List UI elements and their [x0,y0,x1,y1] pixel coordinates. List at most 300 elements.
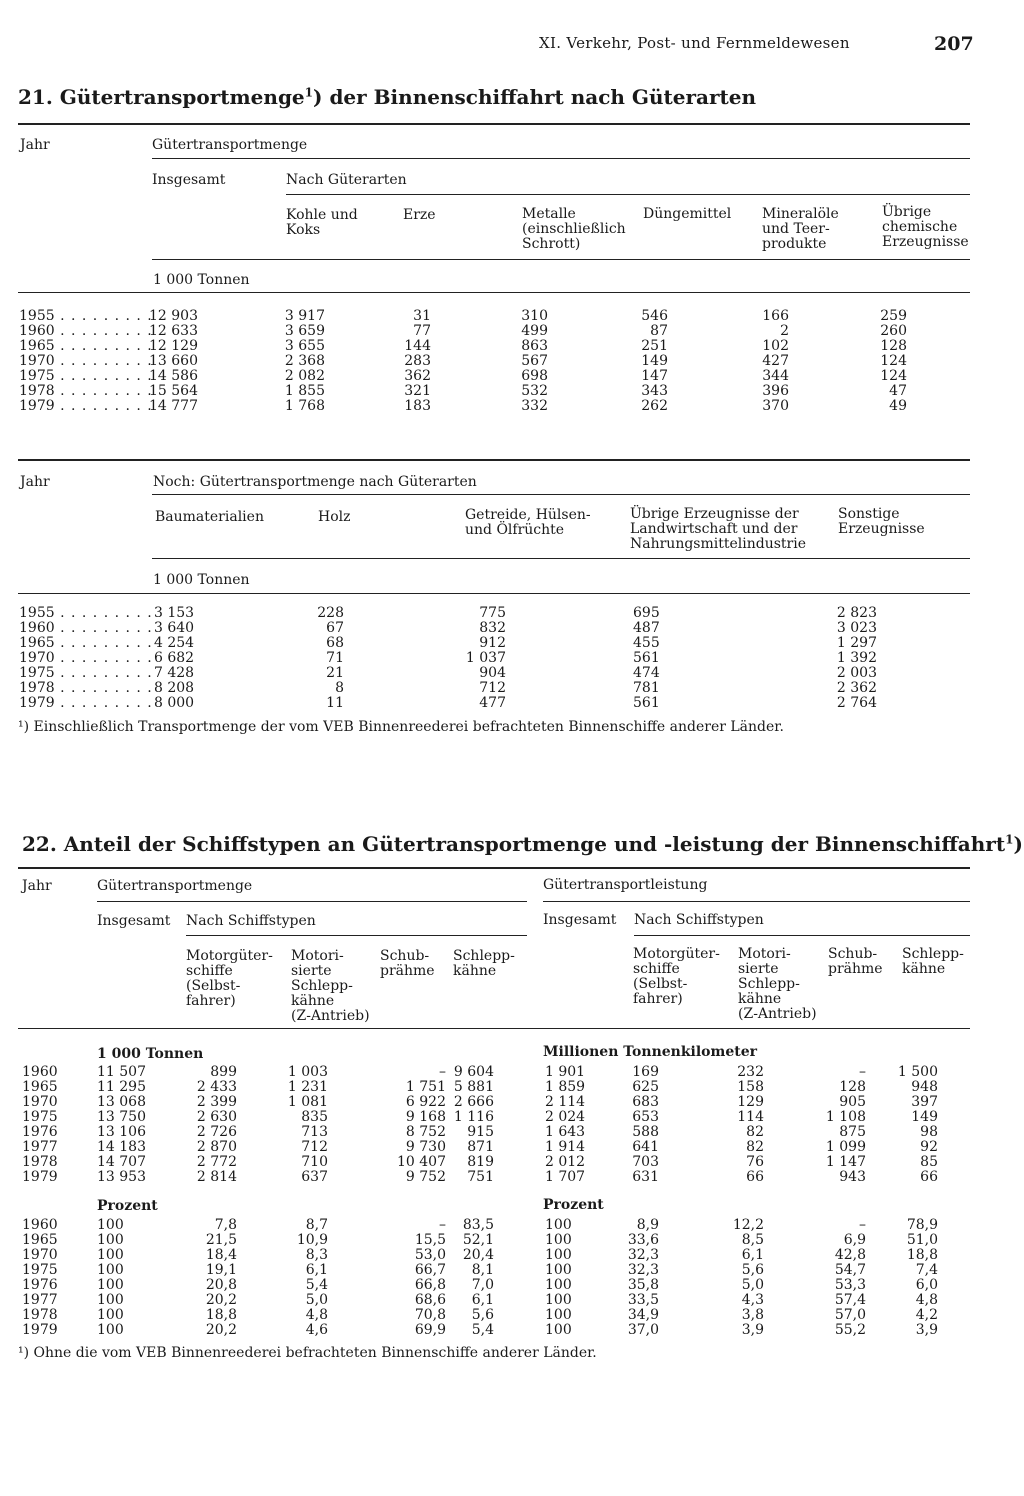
value-cell: 4,2 [915,1307,938,1323]
value-cell: 532 [521,383,548,399]
t22-rule-right-subgroup [634,935,970,936]
value-cell: 653 [632,1109,659,1125]
value-cell: 70,8 [414,1307,446,1323]
value-cell: 2 823 [836,605,877,621]
value-cell: 102 [762,338,789,354]
value-cell: 899 [210,1064,237,1080]
value-cell: 775 [479,605,506,621]
value-cell: 2 368 [284,353,325,369]
value-cell: 4,3 [741,1292,764,1308]
value-cell: 32,3 [627,1262,659,1278]
t21p1-unit: 1 000 Tonnen [153,272,250,288]
value-cell: 487 [633,620,660,636]
value-cell: 2 433 [196,1079,237,1095]
t22-unit-right-pct: Prozent [543,1197,604,1213]
value-cell: 52,1 [462,1232,494,1248]
value-cell: 2 399 [196,1094,237,1110]
value-cell: 344 [762,368,789,384]
value-cell: 20,8 [205,1277,237,1293]
t21p2-col-header-1: Baumaterialien [155,509,264,525]
t21p1-rule-body [18,292,970,293]
t21p2-group-label: Noch: Gütertransportmenge nach Güterarten [153,474,477,490]
t21p2-unit: 1 000 Tonnen [153,572,250,588]
year-label: 1960 . . . . . . . . . [19,620,153,636]
value-cell: 9 168 [405,1109,446,1125]
value-cell: 20,4 [462,1247,494,1263]
total-cell: 100 [545,1217,572,1233]
value-cell: 5,6 [471,1307,494,1323]
value-cell: 183 [404,398,431,414]
total-cell: 2 024 [545,1109,586,1125]
value-cell: 5,4 [471,1322,494,1338]
t22-right-col-header-3: Schub- prähme [828,946,883,977]
t22-left-col-header-3: Schub- prähme [380,948,435,979]
value-cell: 8,9 [636,1217,659,1233]
t21p1-col-header-2: Erze [403,207,436,223]
year-label: 1979 . . . . . . . . . [19,695,153,711]
value-cell: 42,8 [834,1247,866,1263]
value-cell: 3 917 [284,308,325,324]
t21p2-top-rule [18,459,970,461]
t22-right-group: Gütertransportleistung [543,877,708,893]
total-cell: 1 914 [545,1139,586,1155]
year-label: 1970 . . . . . . . . . [19,353,153,369]
year-label: 1975 [22,1109,58,1125]
value-cell: 18,8 [906,1247,938,1263]
value-cell: 7,8 [214,1217,237,1233]
leader-dots: . . . . . . . . . [54,308,153,324]
value-cell: 11 [326,695,344,711]
value-cell: 83,5 [462,1217,494,1233]
value-cell: 68 [326,635,344,651]
year-label: 1955 . . . . . . . . . [19,308,153,324]
value-cell: 251 [641,338,668,354]
t22-right-col-header-4: Schlepp- kähne [902,946,964,977]
leader-dots: . . . . . . . . . [54,383,153,399]
value-cell: 561 [633,650,660,666]
value-cell: 6 922 [405,1094,446,1110]
total-cell: 12 903 [149,308,198,324]
value-cell: 20,2 [205,1292,237,1308]
value-cell: 21 [326,665,344,681]
value-cell: 114 [737,1109,764,1125]
table22-title: 22. Anteil der Schiffstypen an Gütertransportmenge und -leistung der Binnenschiffahrt$^1$) [22,832,1023,856]
value-cell: 6,9 [843,1232,866,1248]
value-cell: 321 [404,383,431,399]
year-label: 1975 [22,1262,58,1278]
value-cell: 5,0 [741,1277,764,1293]
value-cell: 1 500 [897,1064,938,1080]
year-label: 1979 [22,1169,58,1185]
value-cell: 1 037 [465,650,506,666]
value-cell: – [859,1217,866,1233]
t21p2-rule-body [18,593,970,594]
value-cell: 625 [632,1079,659,1095]
total-cell: 1 859 [545,1079,586,1095]
value-cell: 57,4 [834,1292,866,1308]
value-cell: 3 640 [154,620,195,636]
value-cell: 260 [880,323,907,339]
value-cell: 637 [301,1169,328,1185]
value-cell: 2 362 [836,680,877,696]
value-cell: 5,0 [305,1292,328,1308]
value-cell: 9 730 [405,1139,446,1155]
value-cell: 7 428 [154,665,195,681]
value-cell: 1 147 [825,1154,866,1170]
year-label: 1978 . . . . . . . . . [19,680,153,696]
total-cell: 100 [97,1322,124,1338]
total-cell: 15 564 [149,383,198,399]
value-cell: 124 [880,368,907,384]
value-cell: 10,9 [296,1232,328,1248]
total-cell: 14 183 [97,1139,146,1155]
value-cell: 49 [889,398,907,414]
value-cell: 713 [301,1124,328,1140]
value-cell: 703 [632,1154,659,1170]
value-cell: 66 [746,1169,764,1185]
value-cell: 751 [467,1169,494,1185]
table21-footnote: ¹) Einschließlich Transportmenge der vom VEB Binnenreederei befrachteten Binnenschiffe anderer Länder. [18,719,784,735]
year-label: 1978 [22,1307,58,1323]
value-cell: 781 [633,680,660,696]
value-cell: 147 [641,368,668,384]
value-cell: 92 [920,1139,938,1155]
value-cell: 128 [880,338,907,354]
value-cell: 362 [404,368,431,384]
value-cell: 905 [839,1094,866,1110]
t21p2-col-header-5: Sonstige Erzeugnisse [838,506,925,537]
value-cell: 5,6 [741,1262,764,1278]
value-cell: 712 [479,680,506,696]
leader-dots: . . . . . . . . . [54,398,153,414]
year-label: 1979 . . . . . . . . . [19,398,153,414]
value-cell: 8 752 [405,1124,446,1140]
value-cell: 98 [920,1124,938,1140]
value-cell: 18,8 [205,1307,237,1323]
total-cell: 1 707 [545,1169,586,1185]
value-cell: 3 655 [284,338,325,354]
value-cell: 149 [641,353,668,369]
leader-dots: . . . . . . . . . [54,695,153,711]
value-cell: 7,4 [915,1262,938,1278]
value-cell: 396 [762,383,789,399]
t22-left-subgroup: Nach Schiffstypen [186,913,316,929]
total-cell: 13 660 [149,353,198,369]
t22-unit-right-abs: Millionen Tonnenkilometer [543,1044,757,1060]
value-cell: 6,1 [741,1247,764,1263]
value-cell: 698 [521,368,548,384]
value-cell: 8,5 [741,1232,764,1248]
value-cell: 31 [413,308,431,324]
total-cell: 11 507 [97,1064,146,1080]
year-label: 1976 [22,1124,58,1140]
t22-rule-body [18,1028,970,1029]
year-label: 1965 [22,1232,58,1248]
t21p1-col-header-4: Düngemittel [643,206,732,222]
page-number: 207 [934,33,974,55]
t22-left-col-header-4: Schlepp- kähne [453,948,515,979]
total-cell: 100 [97,1292,124,1308]
value-cell: 33,6 [627,1232,659,1248]
year-label: 1960 [22,1064,58,1080]
value-cell: 158 [737,1079,764,1095]
total-cell: 2 114 [545,1094,586,1110]
value-cell: 6,0 [915,1277,938,1293]
value-cell: 1 108 [825,1109,866,1125]
value-cell: 6 682 [154,650,195,666]
value-cell: 262 [641,398,668,414]
t22-left-col-header-1: Motorgüter- schiffe (Selbst- fahrer) [186,948,273,1009]
value-cell: 76 [746,1154,764,1170]
value-cell: 8 000 [154,695,195,711]
total-cell: 100 [97,1232,124,1248]
value-cell: 69,9 [414,1322,446,1338]
value-cell: 124 [880,353,907,369]
t22-right-col-header-1: Motorgüter- schiffe (Selbst- fahrer) [633,946,720,1007]
value-cell: 427 [762,353,789,369]
value-cell: 943 [839,1169,866,1185]
leader-dots: . . . . . . . . . [54,635,153,651]
value-cell: 2 082 [284,368,325,384]
value-cell: 561 [633,695,660,711]
value-cell: 1 751 [405,1079,446,1095]
total-cell: 100 [97,1247,124,1263]
year-label: 1965 . . . . . . . . . [19,338,153,354]
value-cell: 3 659 [284,323,325,339]
value-cell: 499 [521,323,548,339]
leader-dots: . . . . . . . . . [54,368,153,384]
total-cell: 100 [545,1307,572,1323]
t21p2-col-header-2: Holz [318,509,351,525]
value-cell: 87 [650,323,668,339]
value-cell: 567 [521,353,548,369]
value-cell: 455 [633,635,660,651]
value-cell: 82 [746,1139,764,1155]
value-cell: 1 392 [836,650,877,666]
value-cell: 588 [632,1124,659,1140]
value-cell: – [859,1064,866,1080]
total-cell: 13 068 [97,1094,146,1110]
value-cell: 871 [467,1139,494,1155]
total-cell: 100 [97,1307,124,1323]
value-cell: 169 [632,1064,659,1080]
value-cell: 47 [889,383,907,399]
value-cell: 3,9 [741,1322,764,1338]
value-cell: 8 208 [154,680,195,696]
value-cell: 20,2 [205,1322,237,1338]
value-cell: 912 [479,635,506,651]
value-cell: 53,3 [834,1277,866,1293]
value-cell: 4,8 [915,1292,938,1308]
value-cell: 66,8 [414,1277,446,1293]
value-cell: 397 [911,1094,938,1110]
value-cell: 3 153 [154,605,195,621]
t22-left-col-header-2: Motori- sierte Schlepp- kähne (Z-Antrieb) [291,948,370,1024]
value-cell: 8 [335,680,344,696]
value-cell: 4,8 [305,1307,328,1323]
t21p1-col-header-1: Kohle und Koks [286,207,358,238]
value-cell: 2 003 [836,665,877,681]
value-cell: 259 [880,308,907,324]
t21p1-rule-columns [152,259,970,260]
year-label: 1976 [22,1277,58,1293]
t21p1-col-header-5: Mineralöle und Teer- produkte [762,206,839,252]
value-cell: 5 881 [453,1079,494,1095]
year-label: 1965 . . . . . . . . . [19,635,153,651]
t22-unit-left-pct: Prozent [97,1198,158,1214]
value-cell: 863 [521,338,548,354]
t21p2-year-header: Jahr [20,474,50,490]
value-cell: 53,0 [414,1247,446,1263]
value-cell: – [439,1064,446,1080]
leader-dots: . . . . . . . . . [54,665,153,681]
table21-top-rule [18,123,970,125]
t21p2-rule-columns [152,558,970,559]
value-cell: 948 [911,1079,938,1095]
year-label: 1970 [22,1094,58,1110]
total-cell: 100 [97,1262,124,1278]
value-cell: 1 081 [287,1094,328,1110]
year-label: 1975 . . . . . . . . . [19,665,153,681]
t22-rule-left-subgroup [186,935,527,936]
total-cell: 13 106 [97,1124,146,1140]
value-cell: 7,0 [471,1277,494,1293]
value-cell: 54,7 [834,1262,866,1278]
total-cell: 100 [97,1277,124,1293]
t22-unit-left-abs: 1 000 Tonnen [97,1046,204,1062]
total-cell: 13 953 [97,1169,146,1185]
value-cell: 875 [839,1124,866,1140]
total-cell: 12 633 [149,323,198,339]
total-cell: 14 586 [149,368,198,384]
value-cell: 5,4 [305,1277,328,1293]
t21p1-subgroup-label: Nach Güterarten [286,172,407,188]
value-cell: 332 [521,398,548,414]
value-cell: 66 [920,1169,938,1185]
leader-dots: . . . . . . . . . [54,620,153,636]
value-cell: 477 [479,695,506,711]
t22-right-col-header-2: Motori- sierte Schlepp- kähne (Z-Antrieb) [738,946,817,1022]
value-cell: 2 666 [453,1094,494,1110]
total-cell: 2 012 [545,1154,586,1170]
value-cell: 6,1 [471,1292,494,1308]
value-cell: 51,0 [906,1232,938,1248]
value-cell: 35,8 [627,1277,659,1293]
value-cell: 2 764 [836,695,877,711]
total-cell: 1 643 [545,1124,586,1140]
table22-footnote: ¹) Ohne die vom VEB Binnenreederei befrachteten Binnenschiffe anderer Länder. [18,1345,597,1361]
value-cell: 904 [479,665,506,681]
value-cell: 695 [633,605,660,621]
value-cell: 67 [326,620,344,636]
value-cell: 34,9 [627,1307,659,1323]
t21p2-rule-group [152,494,970,495]
t22-left-group: Gütertransportmenge [97,878,253,894]
value-cell: 283 [404,353,431,369]
value-cell: 77 [413,323,431,339]
value-cell: 710 [301,1154,328,1170]
table21-title: 21. Gütertransportmenge$^1$) der Binnenschiffahrt nach Güterarten [18,85,757,109]
value-cell: 474 [633,665,660,681]
t21p1-col-header-3: Metalle (einschließlich Schrott) [522,206,626,252]
total-cell: 100 [545,1232,572,1248]
value-cell: 2 630 [196,1109,237,1125]
t22-right-total-header: Insgesamt [543,912,617,928]
t21p1-group-label: Gütertransportmenge [152,137,308,153]
total-cell: 100 [545,1322,572,1338]
value-cell: 3 023 [836,620,877,636]
value-cell: 1 231 [287,1079,328,1095]
value-cell: 129 [737,1094,764,1110]
year-label: 1975 . . . . . . . . . [19,368,153,384]
value-cell: 631 [632,1169,659,1185]
total-cell: 100 [545,1262,572,1278]
value-cell: 4 254 [154,635,195,651]
value-cell: 3,9 [915,1322,938,1338]
t21p1-rule-group [152,158,970,159]
value-cell: 4,6 [305,1322,328,1338]
value-cell: 57,0 [834,1307,866,1323]
value-cell: 1 003 [287,1064,328,1080]
total-cell: 100 [545,1247,572,1263]
value-cell: 915 [467,1124,494,1140]
value-cell: 9 604 [453,1064,494,1080]
value-cell: 37,0 [627,1322,659,1338]
value-cell: 21,5 [205,1232,237,1248]
year-label: 1977 [22,1139,58,1155]
value-cell: 6,1 [305,1262,328,1278]
value-cell: 712 [301,1139,328,1155]
value-cell: 32,3 [627,1247,659,1263]
total-cell: 100 [545,1277,572,1293]
value-cell: 55,2 [834,1322,866,1338]
total-cell: 1 901 [545,1064,586,1080]
value-cell: 166 [762,308,789,324]
leader-dots: . . . . . . . . . [54,353,153,369]
total-cell: 13 750 [97,1109,146,1125]
t21p1-rule-subgroup [286,194,970,195]
total-cell: 100 [545,1292,572,1308]
value-cell: 18,4 [205,1247,237,1263]
t22-rule-right-group [543,901,970,902]
year-label: 1955 . . . . . . . . . [19,605,153,621]
year-label: 1978 [22,1154,58,1170]
value-cell: 1 116 [453,1109,494,1125]
leader-dots: . . . . . . . . . [54,338,153,354]
value-cell: 2 870 [196,1139,237,1155]
t22-right-subgroup: Nach Schiffstypen [634,912,764,928]
total-cell: 14 777 [149,398,198,414]
table22-top-rule [18,867,970,869]
value-cell: 546 [641,308,668,324]
leader-dots: . . . . . . . . . [54,680,153,696]
value-cell: 2 [780,323,789,339]
value-cell: 144 [404,338,431,354]
value-cell: 3,8 [741,1307,764,1323]
t21p2-col-header-4: Übrige Erzeugnisse der Landwirtschaft und der Nahrungsmittelindustrie [630,506,806,552]
value-cell: 149 [911,1109,938,1125]
t21p1-year-header: Jahr [20,137,50,153]
year-label: 1970 [22,1247,58,1263]
t22-left-total-header: Insgesamt [97,913,171,929]
value-cell: 66,7 [414,1262,446,1278]
value-cell: – [439,1217,446,1233]
leader-dots: . . . . . . . . . [54,323,153,339]
value-cell: 71 [326,650,344,666]
value-cell: 683 [632,1094,659,1110]
value-cell: 310 [521,308,548,324]
year-label: 1979 [22,1322,58,1338]
